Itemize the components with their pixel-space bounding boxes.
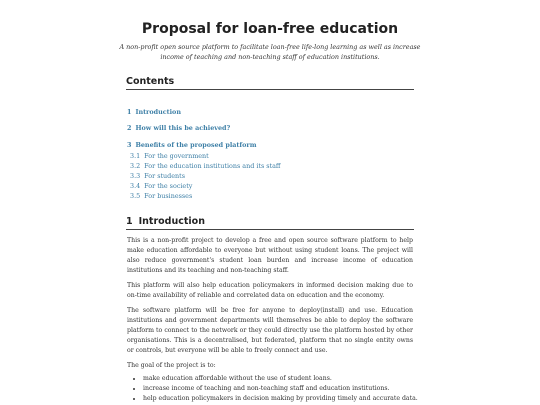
document-subtitle: A non-profit open source platform to facilitate loan-free life-long learning as well as increase income of teaching and non-teaching staff of education institutions. (119, 43, 421, 61)
contents-heading (126, 76, 414, 90)
toc-subitem-number: 3.5 (130, 192, 141, 200)
toc-subitem-government[interactable] (130, 152, 209, 160)
intro-paragraph-3: The software platform will be free for anyone to deploy(install) and use. Education institutions and government departments will themselves be able to deploy the software platform to connect to the network or they could directly use the platform hosted by other organisations. This is a decentralised, but federated, platform that no single entity owns or controls, but everyone will be able to freely connect and use. (127, 307, 413, 354)
toc-subitem-label: For businesses (144, 192, 193, 200)
toc-item-label: Benefits of the proposed platform (135, 141, 257, 149)
toc-subitem-number: 3.2 (130, 162, 141, 170)
toc-subitem-number: 3.1 (130, 152, 141, 160)
list-item: • help education policymakers in decision making by providing timely and accurate data. (143, 394, 423, 404)
goals-list (135, 374, 423, 404)
toc-item-label: Introduction (135, 108, 181, 116)
toc-item-number: 2 (127, 124, 132, 132)
toc-subitem-label: For the society (144, 182, 193, 190)
toc-item-introduction[interactable] (127, 108, 181, 116)
list-item: • increase income of teaching and non-teaching staff and education institutions. (143, 384, 423, 394)
toc-item-label: How will this be achieved? (135, 124, 231, 132)
toc-item-benefits[interactable] (127, 141, 257, 149)
toc-subitem-businesses[interactable] (130, 192, 192, 200)
toc-subitem-institutions[interactable] (130, 162, 280, 170)
toc-item-number: 3 (127, 141, 132, 149)
toc-item-how-achieved[interactable] (127, 124, 230, 132)
document-title: Proposal for loan-free education (141, 21, 399, 37)
toc-subitem-society[interactable] (130, 182, 192, 190)
toc-subitem-label: For the government (144, 152, 209, 160)
toc-subitem-number: 3.3 (130, 172, 141, 180)
intro-paragraph-1: This is a non-profit project to develop a free and open source software platform to help make education affordable to everyone but without using student loans. The project will also reduce government's student loan burden and increase income of education institutions and its teaching and non-teaching staff. (127, 237, 413, 274)
section-number: 1 (126, 216, 133, 227)
toc-subitem-label: For students (144, 172, 185, 180)
toc-subitem-number: 3.4 (130, 182, 141, 190)
toc-subitem-students[interactable] (130, 172, 185, 180)
intro-paragraph-2: This platform will also help education policymakers in informed decision making due to on-time availability of reliable and correlated data on education and the economy. (127, 282, 413, 299)
introduction-heading (126, 216, 414, 230)
section-title: Introduction (138, 216, 205, 227)
list-item: • make education affordable without the use of student loans. (143, 374, 423, 384)
toc-item-number: 1 (127, 108, 132, 116)
toc-subitem-label: For the education institutions and its staff (144, 162, 281, 170)
intro-paragraph-4: The goal of the project is to: (127, 362, 216, 369)
contents-heading-label: Contents (126, 76, 175, 87)
